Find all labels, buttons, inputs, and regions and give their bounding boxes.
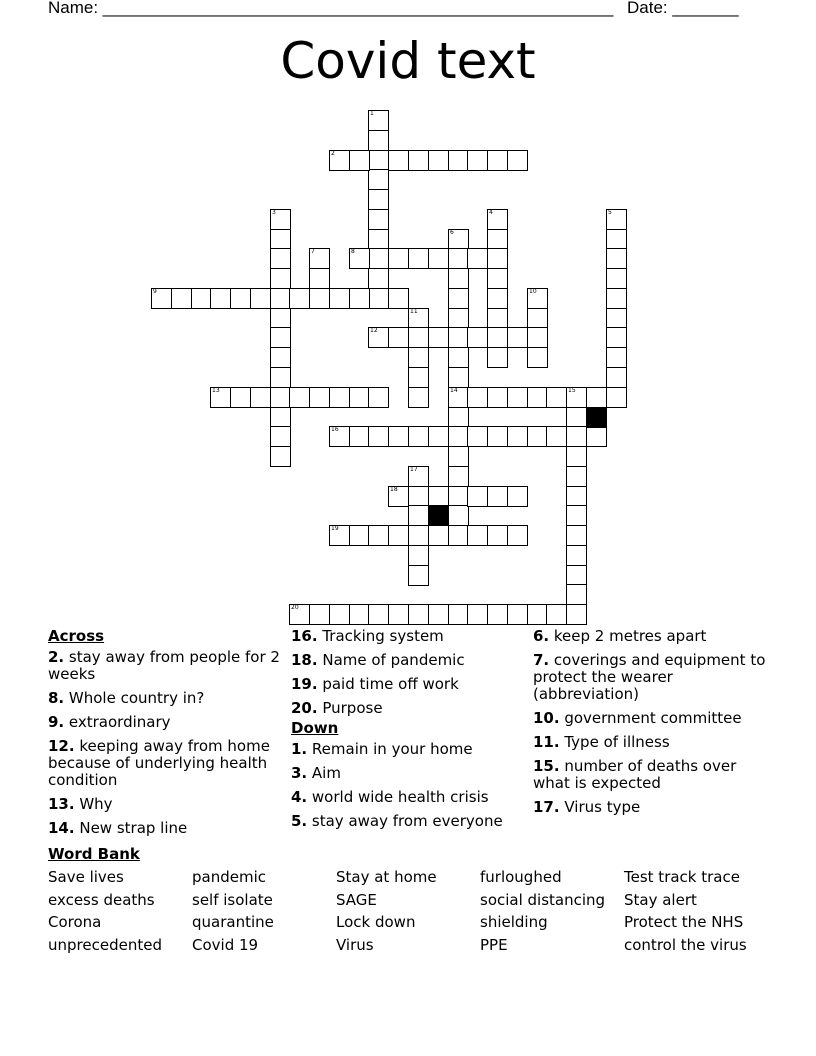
grid-cell[interactable] (487, 229, 508, 250)
grid-cell[interactable] (408, 486, 429, 507)
grid-cell[interactable] (368, 169, 389, 190)
word-bank-word: quarantine (192, 913, 274, 931)
clue-number-label: 20. (291, 699, 318, 717)
clue-item (291, 700, 526, 717)
clue-text: keep 2 metres apart (549, 627, 707, 645)
clue-item (48, 820, 283, 837)
grid-cell[interactable] (566, 505, 587, 526)
clue-number: 8 (351, 248, 355, 255)
grid-cell[interactable] (527, 288, 548, 309)
clue-item (291, 741, 526, 758)
grid-cell[interactable] (507, 604, 528, 625)
grid-cell[interactable] (448, 446, 469, 467)
grid-cell[interactable] (507, 327, 528, 348)
clue-number-label: 6. (533, 627, 550, 645)
word-bank-word: Lock down (336, 913, 416, 931)
clue-text: keeping away from home because of underlying health condition (48, 737, 270, 789)
grid-cell[interactable] (546, 387, 567, 408)
grid-cell[interactable] (388, 486, 409, 507)
grid-cell[interactable] (368, 189, 389, 210)
grid-cell[interactable] (428, 604, 449, 625)
grid-cell[interactable] (546, 604, 567, 625)
grid-cell[interactable] (171, 288, 192, 309)
grid-cell[interactable] (329, 150, 350, 171)
clue-number-label: 11. (533, 733, 560, 751)
grid-cell[interactable] (448, 248, 469, 269)
grid-cell[interactable] (309, 387, 330, 408)
grid-cell[interactable] (566, 407, 587, 428)
grid-cell[interactable] (388, 150, 409, 171)
grid-cell[interactable] (428, 426, 449, 447)
grid-cell[interactable] (289, 387, 310, 408)
grid-cell[interactable] (507, 525, 528, 546)
grid-cell[interactable] (289, 604, 310, 625)
clue-number-label: 2. (48, 648, 65, 666)
grid-cell[interactable] (151, 288, 172, 309)
clue-text: extraordinary (64, 713, 171, 731)
grid-cell[interactable] (329, 604, 350, 625)
grid-cell[interactable] (586, 426, 607, 447)
grid-cell[interactable] (428, 327, 449, 348)
clue-number-label: 9. (48, 713, 65, 731)
clue-item (533, 628, 768, 645)
grid-cell[interactable] (467, 604, 488, 625)
clue-number: 19 (331, 525, 339, 532)
grid-cell[interactable] (566, 387, 587, 408)
clue-item (291, 676, 526, 693)
grid-cell[interactable] (368, 229, 389, 250)
grid-cell[interactable] (448, 308, 469, 329)
clue-text: Name of pandemic (317, 651, 465, 669)
clue-number-label: 4. (291, 788, 308, 806)
grid-cell[interactable] (448, 604, 469, 625)
grid-cell[interactable] (606, 387, 627, 408)
grid-cell[interactable] (210, 387, 231, 408)
clue-text: stay away from everyone (307, 812, 503, 830)
grid-cell[interactable] (270, 407, 291, 428)
clue-text: world wide health crisis (307, 788, 489, 806)
clue-number-label: 1. (291, 740, 308, 758)
grid-cell[interactable] (191, 288, 212, 309)
grid-cell[interactable] (250, 288, 271, 309)
grid-cell[interactable] (467, 327, 488, 348)
clue-number: 6 (450, 229, 454, 236)
grid-cell[interactable] (487, 387, 508, 408)
grid-cell[interactable] (309, 248, 330, 269)
grid-cell[interactable] (368, 130, 389, 151)
clue-number: 3 (272, 209, 276, 216)
clue-number: 18 (390, 486, 398, 493)
grid-cell[interactable] (487, 426, 508, 447)
clue-number: 10 (529, 288, 537, 295)
clue-number-label: 17. (533, 798, 560, 816)
grid-cell[interactable] (527, 308, 548, 329)
grid-cell[interactable] (487, 268, 508, 289)
grid-cell[interactable] (368, 327, 389, 348)
grid-cell[interactable] (448, 387, 469, 408)
grid-cell[interactable] (210, 288, 231, 309)
grid-cell[interactable] (368, 248, 389, 269)
grid-cell[interactable] (270, 446, 291, 467)
clue-number: 11 (410, 308, 418, 315)
grid-cell[interactable] (448, 466, 469, 487)
grid-cell[interactable] (270, 327, 291, 348)
grid-cell[interactable] (349, 604, 370, 625)
grid-cell[interactable] (467, 387, 488, 408)
clue-item (48, 649, 283, 683)
grid-cell[interactable] (309, 604, 330, 625)
grid-cell[interactable] (408, 347, 429, 368)
grid-cell[interactable] (368, 426, 389, 447)
grid-cell[interactable] (329, 426, 350, 447)
grid-cell[interactable] (309, 288, 330, 309)
grid-cell[interactable] (408, 150, 429, 171)
word-bank-word: furloughed (480, 868, 562, 886)
grid-cell[interactable] (270, 268, 291, 289)
clue-item (533, 710, 768, 727)
word-bank-word: self isolate (192, 891, 273, 909)
grid-cell[interactable] (329, 387, 350, 408)
clue-text: Tracking system (317, 627, 444, 645)
grid-cell[interactable] (606, 229, 627, 250)
clue-number: 9 (153, 288, 157, 295)
word-bank-word: Protect the NHS (624, 913, 744, 931)
clue-text: Aim (307, 764, 341, 782)
grid-cell[interactable] (606, 288, 627, 309)
grid-cell[interactable] (408, 545, 429, 566)
clue-number-label: 10. (533, 709, 560, 727)
grid-cell[interactable] (448, 486, 469, 507)
word-bank-word: unprecedented (48, 936, 162, 954)
clue-number-label: 12. (48, 737, 75, 755)
clue-text: Why (74, 795, 113, 813)
grid-cell[interactable] (546, 426, 567, 447)
word-bank-word: SAGE (336, 891, 377, 909)
grid-cell[interactable] (487, 288, 508, 309)
word-bank-word: Stay alert (624, 891, 697, 909)
grid-cell[interactable] (448, 150, 469, 171)
clue-number: 13 (212, 387, 220, 394)
clue-number-label: 18. (291, 651, 318, 669)
grid-cell[interactable] (270, 288, 291, 309)
grid-cell[interactable] (527, 387, 548, 408)
grid-cell[interactable] (586, 387, 607, 408)
grid-cell[interactable] (566, 565, 587, 586)
grid-cell[interactable] (349, 387, 370, 408)
grid-cell[interactable] (507, 150, 528, 171)
clue-text: Whole country in? (64, 689, 205, 707)
clue-number-label: 14. (48, 819, 75, 837)
clue-item (291, 652, 526, 669)
grid-cell[interactable] (408, 604, 429, 625)
clue-number: 16 (331, 426, 339, 433)
grid-cell[interactable] (448, 367, 469, 388)
grid-cell[interactable] (368, 209, 389, 230)
grid-cell[interactable] (527, 426, 548, 447)
grid-cell[interactable] (270, 209, 291, 230)
grid-cell[interactable] (467, 248, 488, 269)
clue-number: 2 (331, 150, 335, 157)
clue-number-label: 15. (533, 757, 560, 775)
clue-number-label: 5. (291, 812, 308, 830)
grid-cell[interactable] (428, 248, 449, 269)
grid-cell[interactable] (408, 466, 429, 487)
word-bank-word: Save lives (48, 868, 124, 886)
word-bank-heading: Word Bank (48, 845, 140, 863)
word-bank-word: pandemic (192, 868, 266, 886)
grid-cell[interactable] (270, 367, 291, 388)
grid-cell[interactable] (368, 525, 389, 546)
clues-column-1 (48, 628, 283, 844)
clue-text: government committee (559, 709, 742, 727)
grid-cell[interactable] (606, 308, 627, 329)
clue-number: 1 (370, 110, 374, 117)
grid-cell[interactable] (448, 347, 469, 368)
clue-item (48, 714, 283, 731)
grid-cell[interactable] (368, 150, 389, 171)
grid-cell[interactable] (428, 525, 449, 546)
name-field-label: Name: ______________________________________________________ (48, 0, 614, 17)
grid-cell[interactable] (368, 387, 389, 408)
down-heading: Down (291, 719, 339, 737)
clue-number-label: 16. (291, 627, 318, 645)
grid-cell[interactable] (270, 248, 291, 269)
grid-cell[interactable] (566, 525, 587, 546)
grid-cell[interactable] (566, 446, 587, 467)
clue-number-label: 8. (48, 689, 65, 707)
grid-cell[interactable] (527, 347, 548, 368)
word-bank-word: Corona (48, 913, 102, 931)
page-title: Covid text (280, 32, 536, 90)
clue-text: Remain in your home (307, 740, 473, 758)
grid-cell[interactable] (408, 327, 429, 348)
grid-cell[interactable] (428, 486, 449, 507)
grid-cell[interactable] (487, 150, 508, 171)
grid-cell[interactable] (487, 486, 508, 507)
clue-item (291, 813, 526, 830)
word-bank-word: Test track trace (624, 868, 740, 886)
grid-cell[interactable] (606, 268, 627, 289)
grid-cell[interactable] (448, 426, 469, 447)
word-bank-word: shielding (480, 913, 548, 931)
clue-number: 5 (608, 209, 612, 216)
clue-number: 15 (568, 387, 576, 394)
word-bank-word: Covid 19 (192, 936, 259, 954)
grid-cell[interactable] (467, 486, 488, 507)
grid-cell[interactable] (368, 604, 389, 625)
grid-cell[interactable] (606, 367, 627, 388)
grid-cell[interactable] (448, 268, 469, 289)
word-bank-word: social distancing (480, 891, 606, 909)
clue-number-label: 3. (291, 764, 308, 782)
clue-text: Purpose (317, 699, 383, 717)
grid-cell[interactable] (487, 327, 508, 348)
clue-item (291, 628, 526, 645)
grid-cell[interactable] (230, 288, 251, 309)
clue-item (48, 796, 283, 813)
grid-cell[interactable] (428, 150, 449, 171)
word-bank-word: Virus (336, 936, 374, 954)
black-square (586, 407, 607, 428)
clue-item (48, 738, 283, 789)
grid-cell[interactable] (349, 288, 370, 309)
clue-text: Virus type (559, 798, 641, 816)
grid-cell[interactable] (487, 209, 508, 230)
grid-cell[interactable] (487, 604, 508, 625)
clue-number-label: 13. (48, 795, 75, 813)
grid-cell[interactable] (408, 248, 429, 269)
clue-item (533, 652, 768, 703)
grid-cell[interactable] (487, 347, 508, 368)
clue-number: 12 (370, 327, 378, 334)
grid-cell[interactable] (467, 150, 488, 171)
grid-cell[interactable] (408, 308, 429, 329)
grid-cell[interactable] (487, 308, 508, 329)
grid-cell[interactable] (408, 387, 429, 408)
grid-cell[interactable] (309, 268, 330, 289)
grid-cell[interactable] (388, 525, 409, 546)
grid-cell[interactable] (606, 209, 627, 230)
grid-cell[interactable] (566, 584, 587, 605)
clue-number: 4 (489, 209, 493, 216)
grid-cell[interactable] (527, 327, 548, 348)
grid-cell[interactable] (408, 367, 429, 388)
clue-text: New strap line (74, 819, 188, 837)
clue-item (291, 765, 526, 782)
grid-cell[interactable] (487, 248, 508, 269)
clues-column-2 (291, 628, 526, 837)
grid-cell[interactable] (270, 387, 291, 408)
grid-cell[interactable] (448, 288, 469, 309)
grid-cell[interactable] (388, 327, 409, 348)
grid-cell[interactable] (368, 288, 389, 309)
word-bank-word: Stay at home (336, 868, 437, 886)
grid-cell[interactable] (448, 407, 469, 428)
grid-cell[interactable] (349, 525, 370, 546)
clue-item (533, 799, 768, 816)
grid-cell[interactable] (289, 288, 310, 309)
clue-item (533, 734, 768, 751)
black-square (428, 505, 449, 526)
grid-cell[interactable] (566, 604, 587, 625)
grid-cell[interactable] (270, 308, 291, 329)
across-heading: Across (48, 627, 105, 645)
clue-text: paid time off work (317, 675, 459, 693)
clue-item (48, 690, 283, 707)
clue-number: 20 (291, 604, 299, 611)
clue-item (533, 758, 768, 792)
clue-number: 14 (450, 387, 458, 394)
clues-column-3 (533, 628, 768, 823)
grid-cell[interactable] (606, 327, 627, 348)
grid-cell[interactable] (368, 110, 389, 131)
grid-cell[interactable] (388, 248, 409, 269)
grid-cell[interactable] (448, 327, 469, 348)
grid-cell[interactable] (606, 347, 627, 368)
grid-cell[interactable] (448, 229, 469, 250)
grid-cell[interactable] (408, 565, 429, 586)
grid-cell[interactable] (250, 387, 271, 408)
grid-cell[interactable] (349, 248, 370, 269)
date-field-label: Date: _______ (627, 0, 739, 17)
grid-cell[interactable] (507, 387, 528, 408)
clue-text: number of deaths over what is expected (533, 757, 737, 792)
grid-cell[interactable] (349, 426, 370, 447)
clue-number: 17 (410, 466, 418, 473)
clue-number-label: 7. (533, 651, 550, 669)
grid-cell[interactable] (566, 545, 587, 566)
clue-number: 7 (311, 248, 315, 255)
clue-text: coverings and equipment to protect the wearer (abbreviation) (533, 651, 766, 703)
grid-cell[interactable] (507, 426, 528, 447)
grid-cell[interactable] (388, 288, 409, 309)
grid-cell[interactable] (270, 426, 291, 447)
grid-cell[interactable] (388, 426, 409, 447)
grid-cell[interactable] (467, 525, 488, 546)
grid-cell[interactable] (388, 604, 409, 625)
grid-cell[interactable] (448, 525, 469, 546)
grid-cell[interactable] (507, 486, 528, 507)
clue-number-label: 19. (291, 675, 318, 693)
grid-cell[interactable] (527, 604, 548, 625)
grid-cell[interactable] (349, 150, 370, 171)
grid-cell[interactable] (566, 466, 587, 487)
grid-cell[interactable] (606, 248, 627, 269)
word-bank-word: control the virus (624, 936, 747, 954)
grid-cell[interactable] (329, 525, 350, 546)
grid-cell[interactable] (566, 426, 587, 447)
clue-text: stay away from people for 2 weeks (48, 648, 280, 683)
clue-item (291, 789, 526, 806)
grid-cell[interactable] (566, 486, 587, 507)
word-bank-word: excess deaths (48, 891, 155, 909)
grid-cell[interactable] (408, 426, 429, 447)
grid-cell[interactable] (467, 426, 488, 447)
grid-cell[interactable] (408, 505, 429, 526)
word-bank-word: PPE (480, 936, 508, 954)
grid-cell[interactable] (230, 387, 251, 408)
grid-cell[interactable] (487, 525, 508, 546)
grid-cell[interactable] (270, 347, 291, 368)
clue-text: Type of illness (559, 733, 670, 751)
grid-cell[interactable] (368, 268, 389, 289)
grid-cell[interactable] (270, 229, 291, 250)
grid-cell[interactable] (329, 288, 350, 309)
grid-cell[interactable] (408, 525, 429, 546)
grid-cell[interactable] (448, 505, 469, 526)
